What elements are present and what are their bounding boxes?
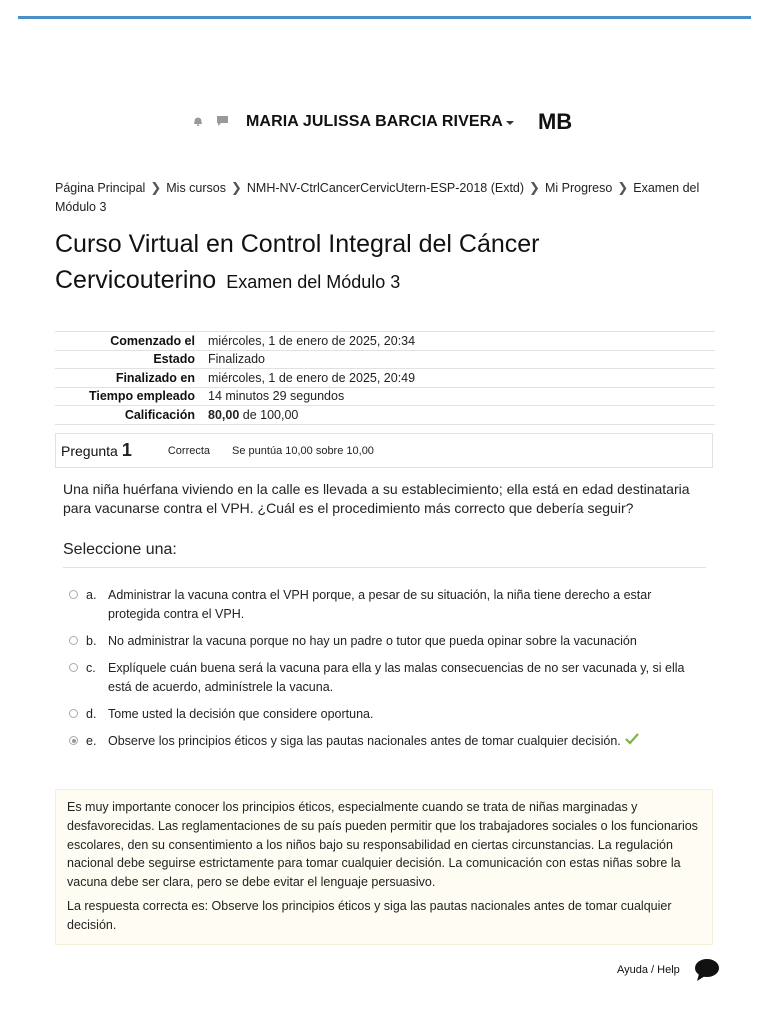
top-accent-bar [18, 16, 751, 19]
answer-text-wrapper [108, 732, 699, 751]
help-link[interactable] [617, 958, 720, 982]
summary-value: 14 minutos 29 segundos [208, 387, 715, 406]
radio-button-selected[interactable] [69, 736, 78, 745]
answer-option-c[interactable] [69, 659, 699, 697]
question-info-box [55, 433, 713, 468]
answer-letter: b. [86, 634, 97, 648]
grade-max: de 100,00 [242, 407, 299, 422]
page-title [55, 226, 715, 300]
question-state: Correcta [167, 444, 211, 457]
radio-button[interactable] [69, 590, 78, 599]
right-answer: La respuesta correcta es: Observe los principios éticos y siga las pautas nacionales antes de tomar cualquier decisión. [67, 898, 672, 932]
chevron-right-icon: ❯ [150, 180, 162, 195]
breadcrumb-progress[interactable]: Mi Progreso [544, 181, 613, 195]
grade-score: 80,00 [208, 407, 240, 422]
user-avatar-initials[interactable]: MB [537, 109, 573, 134]
chevron-right-icon: ❯ [529, 180, 540, 195]
general-feedback: Es muy importante conocer los principios éticos, especialmente cuando se trata de niñas marginadas y desfavorecidas. Las reglamentaciones de su país pueden permitir que los trabajadores sociales o los funcionarios escolares, den su consentimiento a los niños bajo su responsabilidad en ciertas circunstancias. La regulación nacional debe seguirse estrictamente para tomar cualquier decisión. La comunicación con estas niñas sobre la vacuna debe ser clara, pero se debe evitar el lenguaje persuasivo. [67, 800, 698, 890]
page-subtitle: Examen del Módulo 3 [226, 272, 401, 292]
answer-option-a[interactable] [69, 586, 699, 624]
summary-value: miércoles, 1 de enero de 2025, 20:34 [208, 332, 715, 351]
user-menu[interactable] [246, 113, 514, 131]
checkmark-icon [625, 732, 639, 751]
radio-button[interactable] [69, 709, 78, 718]
summary-row [55, 369, 715, 388]
feedback-box [55, 789, 713, 945]
answer-text: No administrar la vacuna porque no hay un padre o tutor que pueda opinar sobre la vacunación [108, 634, 637, 648]
user-navigation [192, 108, 572, 136]
summary-label: Calificación [55, 406, 208, 425]
breadcrumb-exam[interactable]: Examen del Módulo 3 [55, 181, 700, 214]
radio-button[interactable] [69, 636, 78, 645]
course-title: Curso Virtual en Control Integral del Cáncer Cervicouterino [55, 230, 540, 294]
answer-option-e[interactable] [69, 732, 699, 751]
question-text: Una niña huérfana viviendo en la calle es llevada a su establecimiento; ella está en edad destinataria para vacunarse contra el VPH. ¿Cuál es el procedimiento más correcto que debería seguir? [63, 481, 690, 516]
summary-value [208, 406, 715, 425]
answer-list [69, 586, 699, 759]
user-name: MARIA JULISSA BARCIA RIVERA [246, 113, 503, 130]
breadcrumb-course[interactable]: NMH-NV-CtrlCancerCervicUtern-ESP-2018 (Extd) [246, 181, 525, 195]
summary-label: Comenzado el [55, 332, 208, 351]
summary-row [55, 406, 715, 425]
answer-letter: a. [86, 588, 97, 602]
summary-label: Tiempo empleado [55, 387, 208, 406]
question-label: Pregunta [61, 442, 118, 459]
answer-option-d[interactable] [69, 705, 699, 724]
summary-row [55, 350, 715, 369]
answer-option-b[interactable] [69, 632, 699, 651]
question-grade: Se puntúa 10,00 sobre 10,00 [232, 444, 374, 457]
answer-letter: c. [86, 661, 96, 675]
answer-text: Observe los principios éticos y siga las pautas nacionales antes de tomar cualquier decisión. [108, 734, 621, 748]
summary-value: Finalizado [208, 350, 715, 369]
breadcrumb-home[interactable]: Página Principal [55, 181, 146, 195]
answer-letter: e. [86, 734, 97, 748]
summary-label: Finalizado en [55, 369, 208, 388]
answer-text: Explíquele cuán buena será la vacuna para ella y las malas consecuencias de no ser vacunada y, si ella está de acuerdo, adminístrele la vacuna. [108, 661, 685, 694]
dropdown-caret-icon [506, 121, 514, 125]
breadcrumb-my-courses[interactable]: Mis cursos [166, 181, 226, 195]
messages-icon[interactable] [216, 115, 230, 129]
summary-row [55, 387, 715, 406]
question-number: 1 [121, 440, 132, 460]
summary-label: Estado [55, 350, 208, 369]
summary-row [55, 332, 715, 351]
answer-text: Administrar la vacuna contra el VPH porque, a pesar de su situación, la niña tiene derecho a estar protegida contra el VPH. [108, 588, 652, 621]
summary-value: miércoles, 1 de enero de 2025, 20:49 [208, 369, 715, 388]
attempt-summary-table [55, 331, 715, 425]
answer-text: Tome usted la decisión que considere oportuna. [108, 707, 374, 721]
notification-bell-icon[interactable] [192, 115, 206, 129]
breadcrumb [55, 178, 720, 217]
chat-bubble-icon[interactable] [694, 958, 720, 982]
answer-letter: d. [86, 707, 97, 721]
help-label[interactable]: Ayuda / Help [617, 964, 680, 976]
chevron-right-icon: ❯ [617, 180, 629, 195]
radio-button[interactable] [69, 663, 78, 672]
answer-prompt: Seleccione una: [63, 541, 706, 568]
chevron-right-icon: ❯ [230, 180, 242, 195]
